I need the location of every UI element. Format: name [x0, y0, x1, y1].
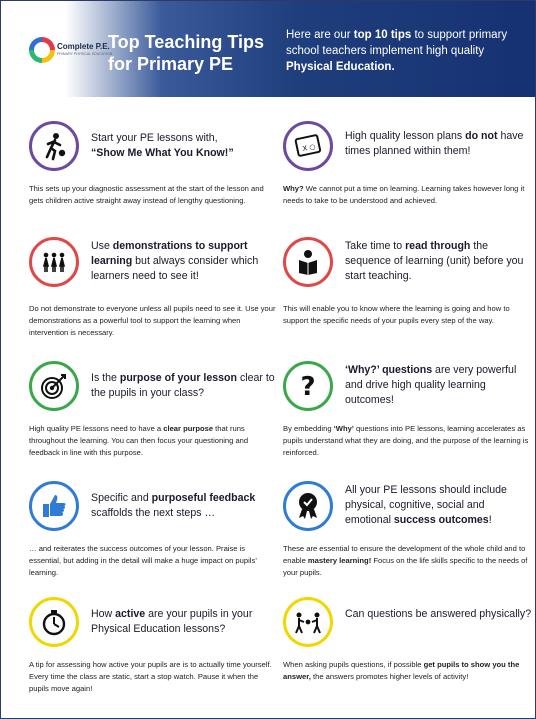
tip-body: By embedding ‘Why’ questions into PE lessons, learning accelerates as pupils understand what they are doing, and the purpose of the learning is reinforced. [283, 424, 529, 457]
tip-body: Why? We cannot put a time on learning. Learning takes however long it needs to take to be understood and achieved. [283, 184, 525, 205]
tip-body: High quality PE lessons need to have a clear purpose that runs throughout the learning. You can then focus your questioning and feedback in line with this purpose. [29, 424, 249, 457]
tip-body: This will enable you to know where the learning is going and how to support the specific needs of your pupils every step of the way. [283, 304, 510, 325]
tip-heading: High quality lesson plans do not have times planned within them! [345, 130, 524, 157]
demonstration-group-icon [29, 237, 79, 287]
lesson-plan-board-icon [283, 121, 333, 171]
tip-heading: ‘Why?’ questions are very powerful and drive high quality learning outcomes! [345, 364, 517, 406]
target-icon [29, 361, 79, 411]
tip-heading: Specific and purposeful feedback scaffolds the next steps … [91, 492, 256, 519]
header-banner [1, 1, 536, 97]
tip-heading: Use demonstrations to support learning but always consider which learners need to see it! [91, 240, 259, 282]
logo-text: Complete P.E. [57, 42, 110, 51]
tip-body: Do not demonstrate to everyone unless all pupils need to see it. Use your demonstrations as a powerful tool to support the learning when intervention is necessary. [29, 304, 276, 337]
tip-body: A tip for assessing how active your pupils are is to actually time yourself. Every time the class are static, start a stop watch. Pause it when the pupils move again! [29, 660, 272, 693]
tip-heading: Start your PE lessons with, “Show Me What You Know!” [91, 132, 234, 159]
stopwatch-icon [29, 597, 79, 647]
svg-text:X ○: X ○ [301, 142, 317, 154]
logo-circle-icon [29, 37, 55, 63]
figure-with-ball-icon [29, 121, 79, 171]
complete-pe-logo [29, 37, 113, 65]
question-mark-icon [283, 361, 333, 411]
tip-body: When asking pupils questions, if possible get pupils to show you the answer, the answers promotes higher levels of activity! [283, 660, 520, 681]
award-badge-icon [283, 481, 333, 531]
page-title: Top Teaching Tips for Primary PE [108, 32, 265, 74]
two-figures-passing-icon [283, 597, 333, 647]
svg-text:?: ? [300, 372, 316, 401]
tip-body: These are essential to ensure the development of the whole child and to enable mastery learning! Focus on the life skills specific to the needs of your pupils. [283, 544, 528, 577]
tip-body: This sets up your diagnostic assessment at the start of the lesson and gets children active straight away instead of lengthy questioning. [29, 184, 264, 205]
tip-heading: Can questions be answered physically? [345, 608, 532, 620]
reading-person-icon [283, 237, 333, 287]
tip-heading: How active are your pupils in your Physical Education lessons? [91, 608, 253, 635]
thumbs-up-icon [29, 481, 79, 531]
tip-body: … and reiterates the success outcomes of your lesson. Praise is essential, but adding in the detail will make a huge impact on pupils’ learning. [29, 544, 257, 577]
tip-heading: Is the purpose of your lesson clear to the pupils in your class? [91, 372, 275, 399]
logo-subtext: PRIMARY PHYSICAL EDUCATION [57, 52, 113, 56]
tip-heading: All your PE lessons should include physical, cognitive, social and emotional success outcomes! [345, 484, 507, 526]
intro-text: Here are our top 10 tips to support primary school teachers implement high quality Physical Education. [286, 29, 508, 73]
tip-heading: Take time to read through the sequence of learning (unit) before you start teaching. [345, 240, 524, 282]
